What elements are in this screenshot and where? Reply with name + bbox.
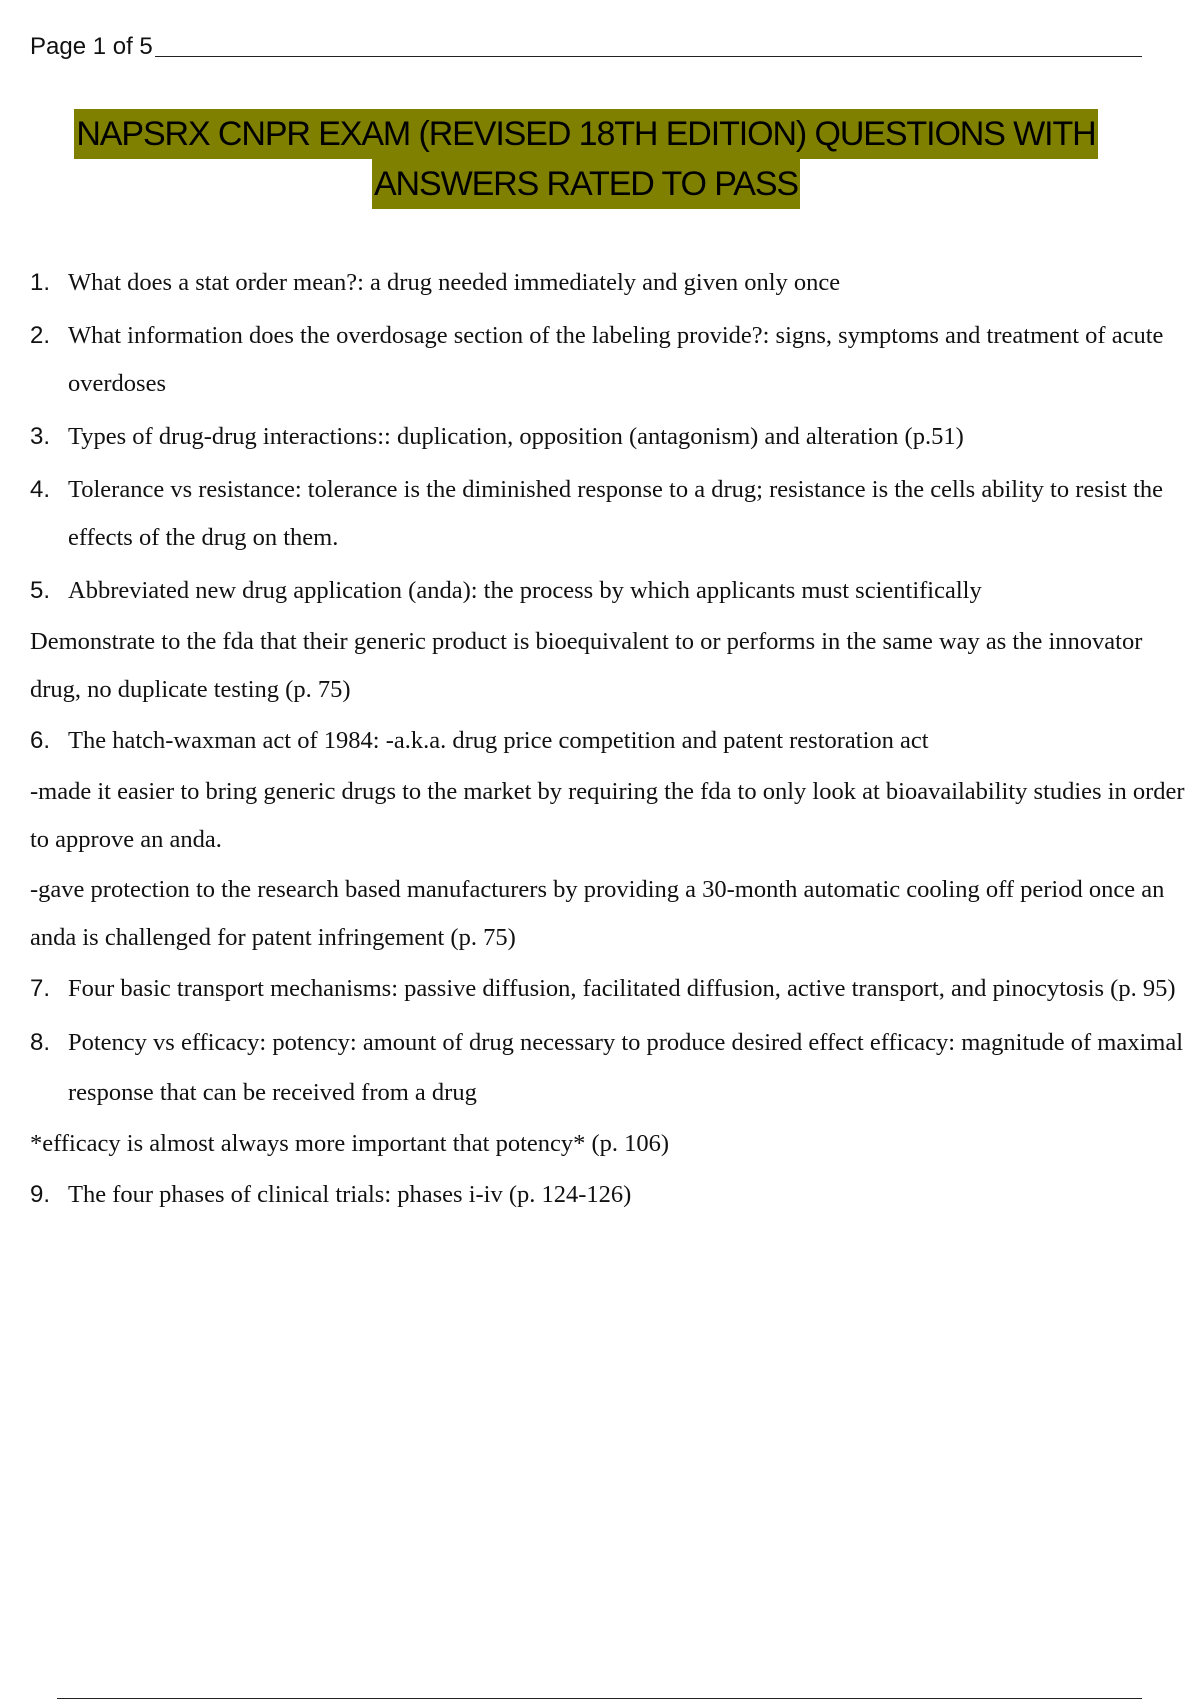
answer-continuation: -gave protection to the research based manufacturers by providing a 30-month automatic cooling off period once an anda is challenged for patent infringement (p. 75) [30, 876, 1165, 951]
question-number: 7. [30, 975, 51, 1002]
question-text: Four basic transport mechanisms: passive diffusion, facilitated diffusion, active transport, and pinocytosis (p. 95) [68, 975, 1176, 1002]
question-number: 4. [30, 476, 51, 503]
question-text: Types of drug-drug interactions:: duplication, opposition (antagonism) and alteration (p.51) [68, 423, 964, 450]
question-item-6 [30, 716, 1190, 766]
page-header [30, 34, 1142, 60]
document-title [30, 109, 1142, 209]
question-item-7 [30, 964, 1190, 1014]
question-number: 6. [30, 727, 51, 754]
question-text: Abbreviated new drug application (anda): the process by which applicants must scientifically [68, 577, 982, 604]
question-text: The four phases of clinical trials: phases i-iv (p. 124-126) [68, 1181, 632, 1208]
question-item-2 [30, 312, 1190, 408]
answer-continuation: -made it easier to bring generic drugs to the market by requiring the fda to only look at bioavailability studies in order to approve an anda. [30, 778, 1185, 853]
answer-continuation: Demonstrate to the fda that their generic product is bioequivalent to or performs in the same way as the innovator drug, no duplicate testing (p. 75) [30, 628, 1143, 703]
question-list [30, 258, 1190, 1224]
question-text: Tolerance vs resistance: tolerance is the diminished response to a drug; resistance is the cells ability to resist the effects of the drug on them. [68, 476, 1164, 551]
question-number: 9. [30, 1181, 51, 1208]
question-number: 3. [30, 423, 51, 450]
question-text: What does a stat order mean?: a drug needed immediately and given only once [68, 269, 841, 296]
question-item-8 [30, 1018, 1190, 1118]
question-item-9 [30, 1170, 1190, 1220]
question-text: What information does the overdosage section of the labeling provide?: signs, symptoms and treatment of acute overdoses [68, 322, 1164, 397]
page-number-label: Page 1 of 5 [30, 33, 153, 60]
title-line-1: NAPSRX CNPR EXAM (REVISED 18TH EDITION) QUESTIONS WITH [74, 109, 1097, 159]
answer-continuation: *efficacy is almost always more important that potency* (p. 106) [30, 1130, 670, 1157]
question-item-4 [30, 466, 1190, 562]
question-number: 8. [30, 1029, 51, 1056]
question-item-3 [30, 412, 1190, 462]
header-rule [30, 56, 1142, 57]
question-text: The hatch-waxman act of 1984: -a.k.a. drug price competition and patent restoration act [68, 727, 929, 754]
title-line-2: ANSWERS RATED TO PASS [372, 159, 800, 209]
question-number: 1. [30, 269, 51, 296]
question-item-5 [30, 566, 1190, 616]
footer-rule [57, 1698, 1142, 1699]
question-item-1 [30, 258, 1190, 308]
question-number: 2. [30, 322, 51, 349]
question-text: Potency vs efficacy: potency: amount of drug necessary to produce desired effect efficacy: magnitude of maximal response that can be received from a drug [68, 1029, 1184, 1106]
question-number: 5. [30, 577, 51, 604]
